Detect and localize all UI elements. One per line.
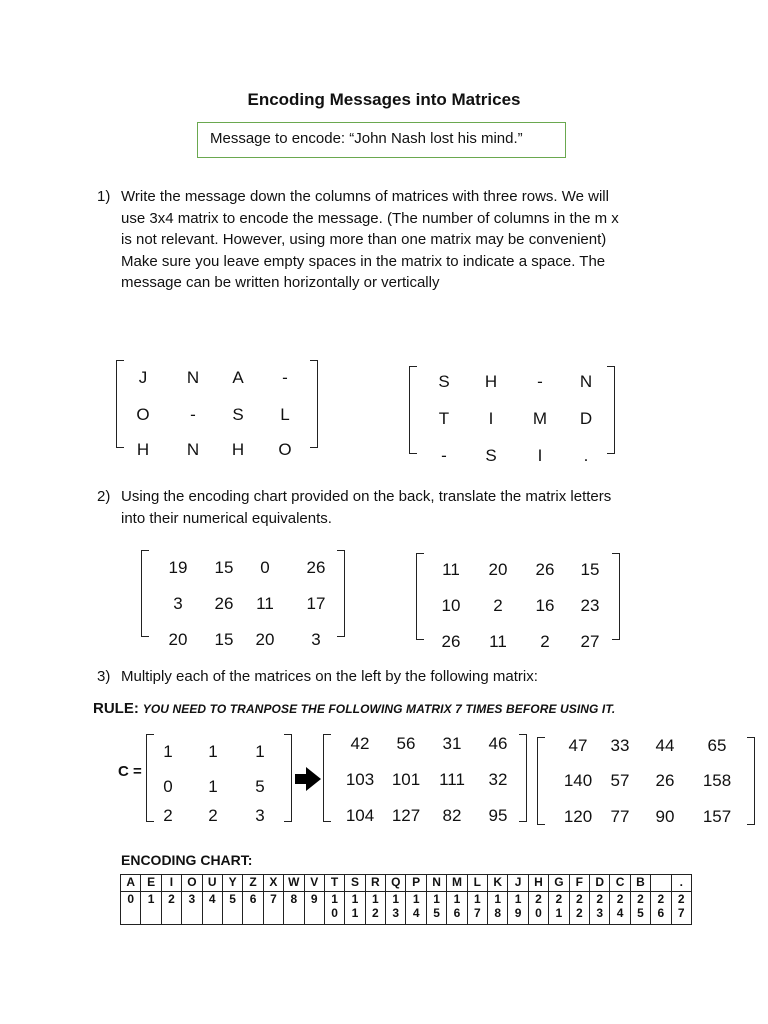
- matrix-left-bracket: [323, 734, 331, 822]
- matrix-cell: 10: [441, 596, 461, 615]
- chart-code-digit: 5: [229, 892, 236, 906]
- matrix-cell: 31: [442, 734, 462, 753]
- matrix-cell: 103: [345, 770, 375, 789]
- matrix-c-label: C =: [118, 763, 142, 780]
- matrix-cell: S: [438, 372, 450, 391]
- chart-code-digit: 1: [412, 892, 420, 906]
- chart-code-digit: 1: [494, 892, 502, 906]
- chart-code-digit: 1: [372, 892, 379, 906]
- chart-letter-cell: P: [406, 875, 426, 892]
- chart-code-digit: 2: [677, 892, 685, 906]
- step-2-number: 2): [97, 488, 111, 505]
- chart-code-digit: 1: [473, 892, 481, 906]
- matrix-cell: .: [583, 446, 589, 465]
- matrix-cell: 11: [489, 632, 507, 651]
- matrix-cell: M: [532, 409, 548, 428]
- chart-code-digit: 2: [372, 906, 379, 920]
- chart-code-digit: 3: [392, 906, 400, 920]
- chart-code-digit: 1: [514, 892, 522, 906]
- chart-letter-cell: U: [202, 875, 222, 892]
- chart-code-digit: 0: [331, 906, 338, 920]
- chart-code-digit: 1: [351, 892, 359, 906]
- matrix-cell: L: [280, 405, 290, 424]
- chart-code-cell: [508, 892, 528, 925]
- chart-code-cell: [651, 892, 671, 925]
- matrix-cell: 101: [391, 770, 421, 789]
- chart-code-digit: 2: [596, 892, 604, 906]
- matrix-cell: 90: [655, 807, 675, 826]
- step-1-line: is not relevant. However, using more than one matrix may be convenient): [121, 231, 607, 248]
- matrix-cell: 42: [350, 734, 370, 753]
- matrix-right-bracket: [284, 734, 292, 822]
- matrix-cell: 5: [255, 777, 265, 796]
- matrix-left-bracket: [146, 734, 154, 822]
- matrix-cell: S: [232, 405, 244, 424]
- chart-code-digit: 9: [514, 906, 522, 920]
- chart-code-digit: 6: [249, 892, 257, 906]
- matrix-right-bracket: [747, 737, 755, 825]
- chart-code-digit: 0: [535, 906, 542, 920]
- chart-code-digit: 2: [168, 892, 175, 906]
- chart-code-digit: 6: [657, 906, 665, 920]
- matrix-cell: 77: [610, 807, 630, 826]
- chart-code-digit: 6: [453, 906, 461, 920]
- step-1-line: Make sure you leave empty spaces in the matrix to indicate a space. The: [121, 252, 606, 270]
- step-3-text: [121, 666, 538, 688]
- matrix-cell: 19: [168, 558, 188, 577]
- matrix-cell: 56: [396, 734, 416, 753]
- matrix-cell: 1: [208, 777, 218, 796]
- step-3-line: Multiply each of the matrices on the left by the following matrix:: [121, 668, 538, 685]
- chart-code-digit: 0: [127, 892, 135, 906]
- chart-code-digit: 7: [270, 892, 277, 906]
- matrix-cell: T: [438, 409, 450, 428]
- chart-code-cell: [141, 892, 161, 925]
- matrix-cell: H: [231, 440, 245, 459]
- step-1-text: [121, 186, 619, 294]
- chart-code-cell: [589, 892, 609, 925]
- matrix-cell: 26: [535, 560, 555, 579]
- matrix-left-bracket: [416, 553, 424, 640]
- matrix-cell: 2: [493, 596, 503, 615]
- chart-code-cell: [304, 892, 324, 925]
- chart-letter-cell: K: [488, 875, 508, 892]
- matrix-cell: 26: [306, 558, 326, 577]
- chart-code-digit: 8: [290, 892, 298, 906]
- matrix-cell: 0: [163, 777, 173, 796]
- chart-code-cell: [488, 892, 508, 925]
- right-arrow-icon: [294, 765, 322, 793]
- chart-letter-cell: X: [263, 875, 283, 892]
- chart-letter-cell: .: [671, 875, 691, 892]
- chart-code-digit: 2: [575, 906, 583, 920]
- matrix-cell: 26: [655, 771, 675, 790]
- chart-code-cell: [671, 892, 691, 925]
- chart-code-cell: [121, 892, 141, 925]
- matrix-cell: D: [579, 409, 593, 428]
- chart-code-digit: 2: [616, 892, 624, 906]
- matrix-cell: N: [186, 440, 200, 459]
- chart-code-digit: 1: [331, 892, 338, 906]
- chart-letter-cell: I: [161, 875, 181, 892]
- chart-letter-cell: W: [284, 875, 304, 892]
- chart-code-digit: 7: [677, 906, 685, 920]
- chart-code-cell: [243, 892, 263, 925]
- chart-letter-cell: H: [528, 875, 548, 892]
- step-2-text: [121, 486, 611, 529]
- matrix-cell: -: [441, 446, 447, 465]
- page-title: Encoding Messages into Matrices: [247, 90, 521, 109]
- matrix-cell: 15: [214, 630, 234, 649]
- chart-code-cell: [467, 892, 487, 925]
- matrix-cell: I: [537, 446, 543, 465]
- matrix-cell: 2: [208, 806, 218, 825]
- step-3-number: 3): [97, 668, 111, 685]
- step-2-line: Using the encoding chart provided on the back, translate the matrix letters: [121, 488, 612, 505]
- matrix-left-bracket: [537, 737, 545, 825]
- matrix-cell: N: [186, 368, 200, 387]
- matrix-cell: 104: [345, 806, 375, 825]
- chart-code-digit: 3: [188, 892, 196, 906]
- matrix-cell: 140: [563, 771, 593, 790]
- matrix-cell: 157: [702, 807, 732, 826]
- matrix-cell: J: [138, 368, 148, 387]
- message-box: Message to encode: “John Nash lost his mind.”: [197, 122, 566, 158]
- matrix-cell: 44: [655, 736, 675, 755]
- chart-code-digit: 1: [351, 906, 359, 920]
- rule-note: [93, 700, 615, 717]
- chart-code-digit: 5: [433, 906, 440, 920]
- chart-letter-cell: N: [426, 875, 446, 892]
- chart-code-digit: 1: [453, 892, 461, 906]
- step-1-line: use 3x4 matrix to encode the message. (The number of columns in the m x: [121, 209, 619, 227]
- chart-code-cell: [610, 892, 630, 925]
- encoding-chart-table: [120, 874, 692, 925]
- matrix-right-bracket: [607, 366, 615, 454]
- step-2-line: into their numerical equivalents.: [121, 509, 332, 527]
- matrix-cell: 16: [535, 596, 555, 615]
- chart-letter-cell: [651, 875, 671, 892]
- chart-code-cell: [528, 892, 548, 925]
- matrix-cell: 15: [580, 560, 600, 579]
- rule-text: YOU NEED TO TRANPOSE THE FOLLOWING MATRIX 7 TIMES BEFORE USING IT.: [142, 702, 616, 716]
- matrix-cell: 32: [488, 770, 508, 789]
- matrix-cell: 158: [702, 771, 732, 790]
- chart-code-digit: 2: [535, 892, 542, 906]
- step-1-number: 1): [97, 188, 111, 205]
- matrix-cell: 2: [163, 806, 173, 825]
- matrix-cell: 26: [214, 594, 234, 613]
- matrix-left-bracket: [409, 366, 417, 454]
- matrix-cell: 127: [391, 806, 421, 825]
- chart-code-cell: [182, 892, 202, 925]
- chart-code-cell: [386, 892, 406, 925]
- chart-code-digit: 5: [637, 906, 644, 920]
- chart-code-cell: [161, 892, 181, 925]
- matrix-left-bracket: [116, 360, 124, 448]
- chart-code-cell: [406, 892, 426, 925]
- matrix-right-bracket: [310, 360, 318, 448]
- matrix-cell: -: [282, 368, 288, 387]
- chart-code-digit: 1: [433, 892, 440, 906]
- chart-code-digit: 4: [412, 906, 420, 920]
- matrix-cell: 33: [610, 736, 630, 755]
- chart-letter-cell: Q: [386, 875, 406, 892]
- matrix-cell: -: [537, 372, 543, 391]
- chart-letter-cell: R: [365, 875, 385, 892]
- chart-letter-cell: B: [630, 875, 650, 892]
- rule-label: RULE:: [93, 700, 139, 717]
- step-3: [97, 666, 757, 690]
- chart-code-digit: 7: [473, 906, 481, 920]
- matrix-cell: 46: [488, 734, 508, 753]
- matrix-cell: 11: [256, 594, 274, 613]
- matrix-cell: A: [232, 368, 244, 387]
- matrix-cell: 57: [610, 771, 630, 790]
- matrix-cell: O: [278, 440, 292, 459]
- chart-letter-cell: Y: [222, 875, 242, 892]
- encoding-chart-codes-row: [121, 892, 692, 925]
- matrix-cell: 20: [255, 630, 275, 649]
- chart-letter-cell: T: [324, 875, 344, 892]
- matrix-cell: -: [190, 405, 196, 424]
- matrix-cell: 120: [563, 807, 593, 826]
- matrix-cell: O: [136, 405, 150, 424]
- chart-code-digit: 9: [310, 892, 318, 906]
- matrix-cell: 111: [439, 770, 465, 789]
- chart-code-digit: 3: [596, 906, 604, 920]
- chart-code-cell: [202, 892, 222, 925]
- encoding-chart-title: ENCODING CHART:: [121, 852, 253, 868]
- chart-code-digit: 4: [208, 892, 216, 906]
- matrix-cell: 1: [255, 742, 265, 761]
- matrix-cell: 3: [255, 806, 265, 825]
- matrix-cell: I: [488, 409, 494, 428]
- chart-code-cell: [630, 892, 650, 925]
- matrix-cell: H: [484, 372, 498, 391]
- encoding-chart-letters-row: [121, 875, 692, 892]
- matrix-cell: 47: [568, 736, 588, 755]
- matrix-cell: 1: [208, 742, 218, 761]
- step-1-line: Write the message down the columns of matrices with three rows. We will: [121, 188, 609, 205]
- step-1: [97, 186, 737, 298]
- step-2: [97, 486, 757, 532]
- chart-letter-cell: L: [467, 875, 487, 892]
- matrix-cell: 3: [173, 594, 183, 613]
- chart-code-cell: [447, 892, 467, 925]
- chart-letter-cell: G: [549, 875, 569, 892]
- chart-code-digit: 2: [637, 892, 644, 906]
- matrix-cell: N: [579, 372, 593, 391]
- matrix-cell: 0: [260, 558, 270, 577]
- matrix-cell: 15: [214, 558, 234, 577]
- chart-letter-cell: F: [569, 875, 589, 892]
- matrix-right-bracket: [337, 550, 345, 637]
- matrix-cell: 20: [488, 560, 508, 579]
- matrix-cell: 17: [306, 594, 326, 613]
- matrix-cell: 26: [441, 632, 461, 651]
- chart-letter-cell: E: [141, 875, 161, 892]
- chart-letter-cell: V: [304, 875, 324, 892]
- matrix-cell: H: [136, 440, 150, 459]
- matrix-cell: 23: [580, 596, 600, 615]
- matrix-cell: 65: [707, 736, 727, 755]
- chart-code-digit: 1: [392, 892, 400, 906]
- chart-code-cell: [284, 892, 304, 925]
- chart-letter-cell: O: [182, 875, 202, 892]
- matrix-right-bracket: [612, 553, 620, 640]
- chart-code-digit: 1: [555, 906, 563, 920]
- chart-letter-cell: J: [508, 875, 528, 892]
- matrix-cell: S: [485, 446, 497, 465]
- chart-code-digit: 2: [575, 892, 583, 906]
- chart-letter-cell: Z: [243, 875, 263, 892]
- chart-code-cell: [222, 892, 242, 925]
- chart-code-cell: [549, 892, 569, 925]
- chart-code-cell: [426, 892, 446, 925]
- chart-code-digit: 4: [616, 906, 624, 920]
- chart-letter-cell: C: [610, 875, 630, 892]
- matrix-cell: 27: [580, 632, 600, 651]
- chart-code-digit: 2: [657, 892, 665, 906]
- chart-code-cell: [365, 892, 385, 925]
- chart-code-cell: [345, 892, 365, 925]
- chart-code-cell: [263, 892, 283, 925]
- matrix-cell: 20: [168, 630, 188, 649]
- matrix-cell: 2: [540, 632, 550, 651]
- chart-code-digit: 1: [147, 892, 155, 906]
- chart-code-digit: 2: [555, 892, 563, 906]
- matrix-right-bracket: [519, 734, 527, 822]
- matrix-cell: 11: [442, 560, 460, 579]
- chart-letter-cell: S: [345, 875, 365, 892]
- matrix-cell: 95: [488, 806, 508, 825]
- chart-letter-cell: M: [447, 875, 467, 892]
- chart-code-cell: [569, 892, 589, 925]
- matrix-cell: 3: [311, 630, 321, 649]
- matrix-cell: 82: [442, 806, 462, 825]
- chart-code-cell: [324, 892, 344, 925]
- chart-letter-cell: A: [121, 875, 141, 892]
- chart-code-digit: 8: [494, 906, 502, 920]
- step-1-line: message can be written horizontally or vertically: [121, 274, 440, 291]
- chart-letter-cell: D: [589, 875, 609, 892]
- matrix-left-bracket: [141, 550, 149, 637]
- matrix-cell: 1: [163, 742, 173, 761]
